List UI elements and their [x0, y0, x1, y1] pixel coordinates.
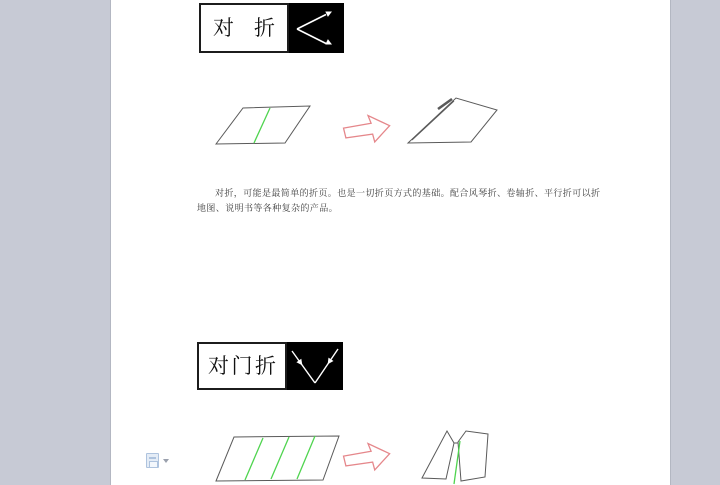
- fold-label-char: 折: [255, 354, 276, 378]
- duizhe-diagram[interactable]: [201, 90, 501, 152]
- transition-arrow[interactable]: [342, 113, 391, 146]
- gate-right-panel[interactable]: [458, 431, 488, 481]
- fold-label-text: [199, 3, 289, 53]
- fold-guide-lines: [254, 108, 270, 143]
- arrows-out-icon: [289, 3, 344, 53]
- gate-left-panel[interactable]: [422, 431, 454, 479]
- clipboard-icon: [146, 453, 159, 468]
- body-paragraph[interactable]: 对折，可能是最简单的折页。也是一切折页方式的基础。配合风琴折、卷轴折、平行折可以折地图、说明书等各种复杂的产品。: [197, 188, 601, 213]
- fold-icon-box: [287, 342, 343, 390]
- arrow-heads: [325, 12, 332, 45]
- fold-label-text: [197, 342, 287, 390]
- flat-sheet-shape[interactable]: [216, 436, 339, 481]
- fold-label-box-duimenzhe[interactable]: [197, 342, 343, 390]
- flat-sheet-shape[interactable]: [216, 106, 310, 144]
- fold-label-box-duizhe[interactable]: [199, 3, 344, 53]
- fold-icon-box: [289, 3, 344, 53]
- arrows-inward-icon: [287, 342, 343, 390]
- sheet-outlines: [216, 98, 497, 144]
- arrow-lines: [297, 15, 326, 44]
- fold-label-char: 对: [208, 354, 229, 378]
- fold-edge-line: [412, 101, 454, 140]
- duimenzhe-diagram[interactable]: [201, 425, 501, 485]
- fold-label-char: 折: [254, 16, 275, 40]
- arrow-lines: [292, 349, 338, 383]
- fold-label-char: 对: [213, 16, 234, 40]
- fold-label-char: 门: [231, 354, 253, 378]
- dropdown-caret-icon: [163, 459, 169, 463]
- folded-sheet-shape[interactable]: [408, 98, 497, 143]
- document-page[interactable]: [110, 0, 671, 485]
- paste-options-button[interactable]: [146, 452, 174, 469]
- transition-arrow[interactable]: [342, 441, 391, 474]
